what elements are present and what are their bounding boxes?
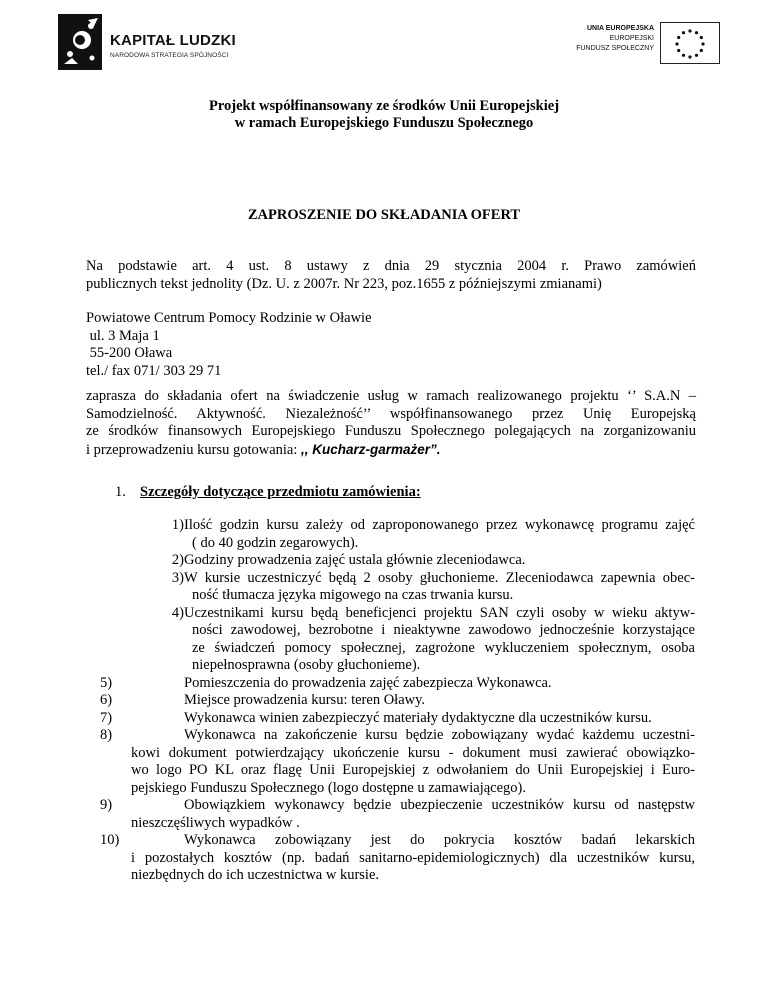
kapital-ludzki-subtitle: NARODOWA STRATEGIA SPÓJNOŚCI — [110, 52, 229, 59]
list-item-line: wo logo PO KL oraz flagę Unii Europejskiej z odwołaniem do Unii Europejskiej i Euro- — [131, 762, 695, 778]
list-item-number: 7) — [100, 709, 113, 726]
list-item — [100, 710, 695, 728]
list-item-line: Obowiązkiem wykonawcy będzie ubezpieczenie uczestników kursu od następstw — [184, 797, 695, 813]
list-item-number: 9) — [100, 797, 113, 813]
document-title: ZAPROSZENIE DO SKŁADANIA OFERT — [247, 207, 521, 223]
invitation-line-3: ze środków finansowych Europejskiego Funduszu Społecznego polegających na zorganizowaniu — [86, 423, 696, 439]
invitation-line-4-text: i przeprowadzeniu kursu gotowania: — [86, 441, 302, 458]
kapital-ludzki-emblem-icon — [58, 14, 106, 70]
eu-line-2: EUROPEJSKI — [609, 35, 654, 42]
list-item-number: 4) — [171, 604, 184, 621]
list-item — [100, 727, 695, 797]
list-item — [100, 605, 695, 675]
list-item — [100, 675, 695, 693]
list-item-number: 5) — [100, 674, 113, 691]
list-item-line: Ilość godzin kursu zależy od zaproponowanego przez wykonawcę programu zajęć — [184, 517, 695, 533]
address-phone: tel./ fax 071/ 303 29 71 — [86, 362, 222, 379]
list-item-number: 8) — [100, 727, 113, 743]
list-item-line: Pomieszczenia do prowadzenia zajęć zabezpiecza Wykonawca. — [184, 674, 552, 691]
list-item-line: ności zawodowej, bezrobotne i nieaktywne zawodowo jednocześnie korzystające — [192, 622, 695, 638]
list-item — [100, 692, 695, 710]
cofinance-line-1: Projekt współfinansowany ze środków Unii Europejskiej — [208, 98, 560, 114]
list-item-number: 2) — [171, 552, 184, 568]
list-item-line: kowi dokument potwierdzający ukończenie kursu - dokument musi zawierać obowiązko- — [131, 744, 695, 761]
eu-line-3: FUNDUSZ SPOŁECZNY — [576, 45, 654, 52]
invitation-line-1: zaprasza do składania ofert na świadczenie usług w ramach realizowanego projektu ‘’ S.A.N – — [86, 388, 696, 404]
eu-line-1: UNIA EUROPEJSKA — [586, 25, 654, 32]
kapital-ludzki-logo — [58, 14, 248, 70]
list-item-number: 10) — [100, 832, 120, 848]
section-1-heading — [115, 484, 421, 501]
address-street: ul. 3 Maja 1 — [86, 327, 160, 344]
list-item-line: Wykonawca zobowiązany jest do pokrycia kosztów badań lekarskich — [184, 832, 695, 848]
section-1-title: Szczegóły dotyczące przedmiotu zamówienia: — [140, 484, 421, 500]
list-item-line: ność tłumacza języka migowego na czas trwania kursu. — [192, 587, 514, 603]
address-city: 55-200 Oława — [86, 345, 173, 361]
address-block — [86, 310, 486, 380]
eu-flag-icon — [660, 22, 720, 64]
invitation-paragraph — [86, 388, 696, 459]
list-item-number: 6) — [100, 692, 113, 708]
list-item-line: Miejsce prowadzenia kursu: teren Oławy. — [184, 692, 426, 708]
list-item-line: Wykonawca na zakończenie kursu będzie zobowiązany wydać każdemu uczestni- — [184, 727, 695, 743]
invitation-line-4 — [86, 441, 696, 460]
legal-basis-line-1: Na podstawie art. 4 ust. 8 ustawy z dnia 29 stycznia 2004 r. Prawo zamówień — [86, 258, 696, 274]
list-item-line: Wykonawca winien zabezpieczyć materiały dydaktyczne dla uczestników kursu. — [184, 709, 652, 726]
course-name: ,, Kucharz-garmażer”. — [301, 441, 441, 457]
list-item-line: pejskiego Funduszu Społecznego (logo dostępne u zamawiającego). — [131, 779, 527, 796]
list-item — [100, 517, 695, 552]
section-1-number: 1. — [115, 484, 126, 500]
list-item-line: nieszczęśliwych wypadków . — [131, 814, 300, 831]
list-item-line: ( do 40 godzin zegarowych). — [192, 534, 359, 551]
list-item-line: Godziny prowadzenia zajęć ustala głównie zleceniodawca. — [184, 552, 526, 568]
list-item — [100, 570, 695, 605]
legal-basis — [86, 258, 696, 293]
address-name: Powiatowe Centrum Pomocy Rodzinie w Oławie — [86, 310, 372, 326]
legal-basis-line-2: publicznych tekst jednolity (Dz. U. z 2007r. Nr 223, poz.1655 z późniejszymi zmianami) — [86, 275, 602, 292]
cofinance-statement — [0, 98, 768, 132]
list-item-line: niezbędnych do ich uczestnictwa w kursie. — [131, 867, 380, 883]
list-item — [100, 797, 695, 832]
list-item — [100, 832, 695, 885]
list-item-line: W kursie uczestniczyć będą 2 osoby głuchonieme. Zleceniodawca zapewnia obec- — [184, 569, 695, 586]
list-item — [100, 552, 695, 570]
list-item-line: ze świadczeń pomocy społecznej, zagrożone wykluczeniem społecznym, osoba — [192, 639, 695, 656]
list-item-number: 1) — [171, 517, 184, 533]
list-item-line: Uczestnikami kursu będą beneficjenci projektu SAN czyli osoby w wieku aktyw- — [184, 604, 695, 621]
eu-logo — [560, 20, 720, 64]
kapital-ludzki-title: KAPITAŁ LUDZKI — [110, 32, 236, 49]
requirements-list — [100, 517, 695, 885]
invitation-line-2: Samodzielność. Aktywność. Niezależność’’ współfinansowanego przez Unię Europejską — [86, 405, 696, 422]
eu-text — [576, 24, 654, 54]
cofinance-line-2: w ramach Europejskiego Funduszu Społecznego — [234, 115, 534, 131]
list-item-number: 3) — [171, 569, 184, 586]
list-item-line: niepełnosprawna (osoby głuchonieme). — [192, 657, 421, 673]
list-item-line: i pozostałych kosztów (np. badań sanitarno-epidemiologicznych) dla uczestników kursu, — [131, 849, 695, 866]
